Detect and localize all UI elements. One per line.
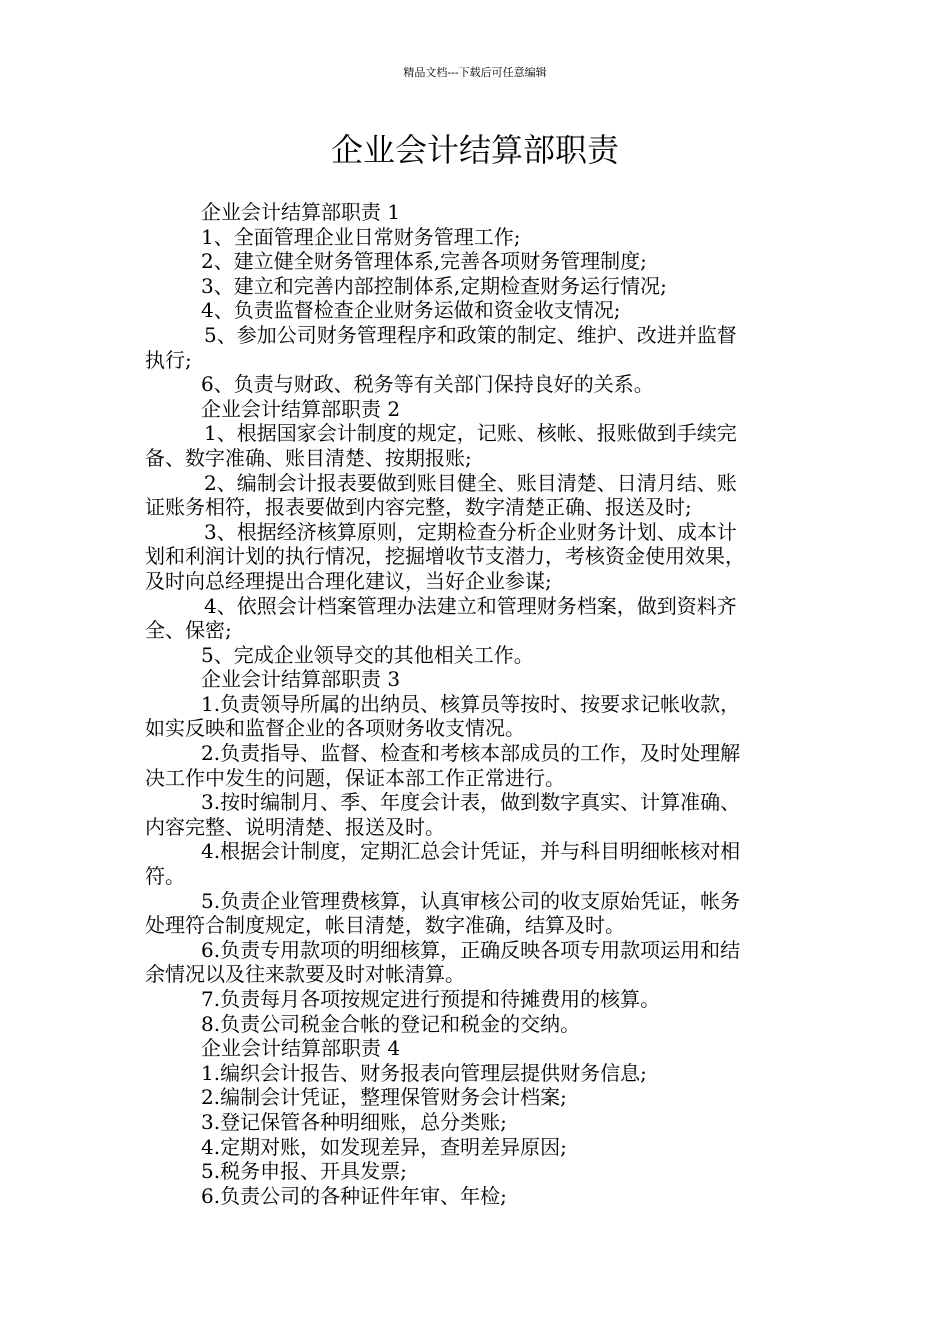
paragraph-line: 1、根据国家会计制度的规定，记账、核帐、报账做到手续完	[204, 421, 737, 446]
paragraph-line: 6.负责公司的各种证件年审、年检;	[201, 1183, 507, 1208]
section-heading: 企业会计结算部职责 4	[201, 1036, 401, 1061]
section-heading: 企业会计结算部职责 2	[201, 396, 401, 421]
section-heading: 企业会计结算部职责 1	[201, 200, 401, 224]
document-body	[145, 200, 835, 1208]
paragraph-line: 1.负责领导所属的出纳员、核算员等按时、按要求记帐收款，	[201, 691, 741, 716]
paragraph-line: 4、负责监督检查企业财务运做和资金收支情况;	[201, 298, 621, 323]
paragraph-line: 6.负责专用款项的明细核算，正确反映各项专用款项运用和结	[201, 937, 741, 962]
paragraph-line: 4、依照会计档案管理办法建立和管理财务档案，做到资料齐	[204, 593, 737, 618]
paragraph-line: 5.税务申报、开具发票;	[201, 1159, 407, 1184]
paragraph-line: 备、数字准确、账目清楚、按期报账;	[145, 445, 472, 470]
paragraph-line: 余情况以及往来款要及时对帐清算。	[145, 962, 465, 987]
paragraph-line: 及时向总经理提出合理化建议，当好企业参谋;	[145, 568, 552, 593]
paragraph-line: 5、参加公司财务管理程序和政策的制定、维护、改进并监督	[204, 322, 737, 347]
paragraph-line: 3.登记保管各种明细账，总分类账;	[201, 1109, 507, 1134]
paragraph-line: 1、全面管理企业日常财务管理工作;	[201, 224, 521, 249]
paragraph-line: 2.负责指导、监督、检查和考核本部成员的工作，及时处理解	[201, 741, 741, 766]
paragraph-line: 3、建立和完善内部控制体系,定期检查财务运行情况;	[201, 273, 667, 298]
paragraph-line: 2.编制会计凭证，整理保管财务会计档案;	[201, 1085, 567, 1110]
paragraph-line: 7.负责每月各项按规定进行预提和待摊费用的核算。	[201, 987, 661, 1011]
paragraph-line: 2、编制会计报表要做到账目健全、账目清楚、日清月结、账	[204, 470, 737, 495]
paragraph-line: 6、负责与财政、税务等有关部门保持良好的关系。	[201, 372, 654, 397]
document-title: 企业会计结算部职责	[330, 131, 619, 169]
paragraph-line: 符。	[145, 864, 185, 889]
paragraph-line: 执行;	[145, 347, 192, 372]
section-heading: 企业会计结算部职责 3	[201, 667, 401, 692]
paragraph-line: 4.根据会计制度，定期汇总会计凭证，并与科目明细帐核对相	[201, 839, 741, 864]
paragraph-line: 全、保密;	[145, 618, 232, 643]
paragraph-line: 内容完整、说明清楚、报送及时。	[145, 814, 445, 839]
paragraph-line: 5、完成企业领导交的其他相关工作。	[201, 642, 534, 667]
paragraph-line: 3.按时编制月、季、年度会计表，做到数字真实、计算准确、	[201, 790, 741, 815]
paragraph-line: 决工作中发生的问题，保证本部工作正常进行。	[145, 765, 565, 790]
paragraph-line: 证账务相符，报表要做到内容完整，数字清楚正确、报送及时;	[145, 495, 692, 520]
paragraph-line: 划和利润计划的执行情况，挖掘增收节支潜力，考核资金使用效果，	[145, 544, 745, 569]
paragraph-line: 5.负责企业管理费核算，认真审核公司的收支原始凭证，帐务	[201, 888, 741, 913]
paragraph-line: 3、根据经济核算原则，定期检查分析企业财务计划、成本计	[204, 519, 737, 544]
paragraph-line: 处理符合制度规定，帐目清楚，数字准确，结算及时。	[145, 913, 625, 938]
paragraph-line: 2、建立健全财务管理体系,完善各项财务管理制度;	[201, 249, 647, 274]
paragraph-line: 1.编织会计报告、财务报表向管理层提供财务信息;	[201, 1060, 647, 1085]
paragraph-line: 如实反映和监督企业的各项财务收支情况。	[145, 716, 525, 741]
paragraph-line: 4.定期对账，如发现差异，查明差异原因;	[201, 1134, 567, 1159]
header-note: 精品文档---下载后可任意编辑	[403, 66, 547, 79]
paragraph-line: 8.负责公司税金合帐的登记和税金的交纳。	[201, 1011, 581, 1036]
